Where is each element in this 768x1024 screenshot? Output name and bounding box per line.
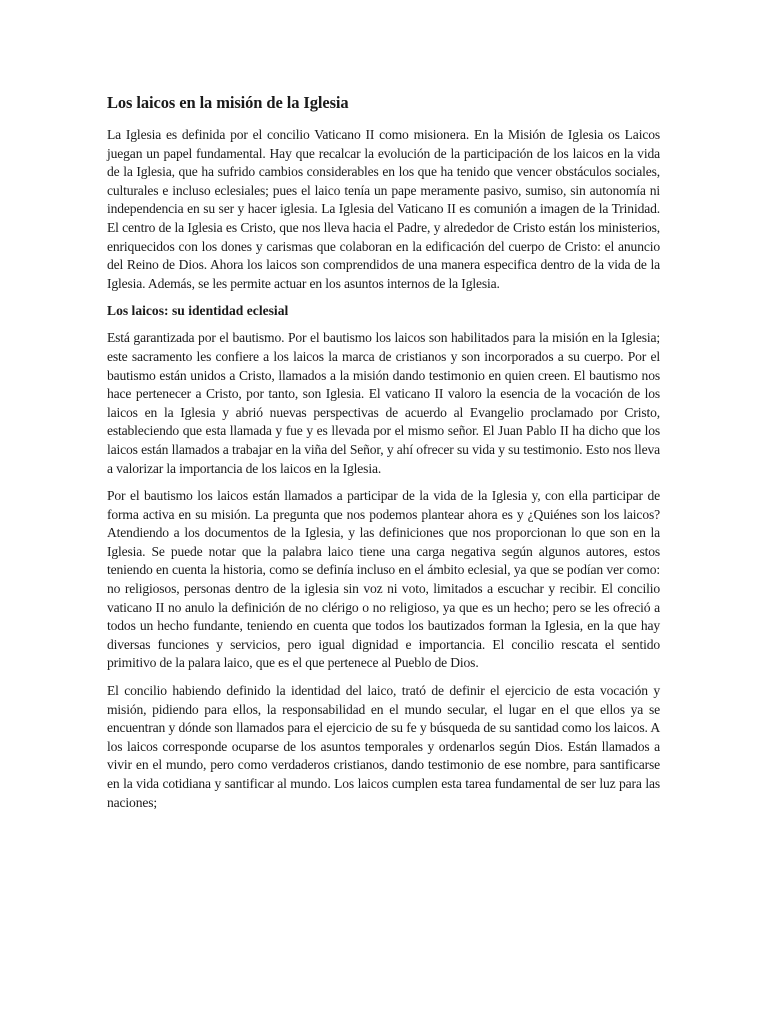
section-heading: Los laicos: su identidad eclesial: [107, 303, 289, 319]
document-title: Los laicos en la misión de la Iglesia: [107, 93, 349, 112]
paragraph-intro: La Iglesia es definida por el concilio Vaticano II como misionera. En la Misión de Iglesia os Laicos juegan un papel fundamental. Hay que recalcar la evolución de la participación de los laicos en la vida de la Iglesia, que ha sufrido cambios considerables en los que ha tenido que vencer obstáculos sociales, culturales e incluso eclesiales; pues el laico tenía un pape meramente pasivo, sumiso, sin autonomía ni independencia en su ser y hacer iglesia. La Iglesia del Vaticano II es comunión a imagen de la Trinidad. El centro de la Iglesia es Cristo, que nos lleva hacia el Padre, y alrededor de Cristo están los ministerios, enriquecidos con los dones y carismas que colaboran en la edificación del cuerpo de Cristo: el anuncio del Reino de Dios. Ahora los laicos son comprendidos de una manera especifica dentro de la vida de la Iglesia. Además, se les permite actuar en los asuntos internos de la Iglesia.: [107, 127, 660, 291]
paragraph-who-are-laity: Por el bautismo los laicos están llamados a participar de la vida de la Iglesia y, con ella participar de forma activa en su misión. La pregunta que nos podemos plantear ahora es y ¿Quiénes son los laicos? Atendiendo a los documentos de la Iglesia, y las definiciones que nos proporcionan lo que son en la Iglesia. Se puede notar que la palabra laico tiene una carga negativa según algunos autores, estos teniendo en cuenta la historia, como se definía incluso en el ámbito eclesial, ya que se podían ver como: no religiosos, personas dentro de la iglesia sin voz ni voto, limitados a escuchar y recibir. El concilio vaticano II no anulo la definición de no clérigo o no religioso, ya que es un hecho; pero se les ofreció a todos un hecho fundante, teniendo en cuenta que todos los bautizados forman la Iglesia, en la que hay diversas funciones y servicios, pero igual dignidad e importancia. El concilio rescata el sentido primitivo de la palara laico, que es el que pertenece al Pueblo de Dios.: [107, 488, 660, 671]
paragraph-baptism: Está garantizada por el bautismo. Por el bautismo los laicos son habilitados para la misión en la Iglesia; este sacramento les confiere a los laicos la marca de cristianos y son incorporados a su cuerpo. Por el bautismo están unidos a Cristo, llamados a la misión dando testimonio en quien creen. El bautismo nos hace pertenecer a Cristo, por tanto, son Iglesia. El vaticano II valoro la esencia de la vocación de los laicos en la Iglesia y abrió nuevas perspectivas de acuerdo al Evangelio proclamado por Cristo, estableciendo que esta llamada y fue y es llevada por el mismo señor. El Juan Pablo II ha dicho que los laicos están llamados a trabajar en la viña del Señor, y ahí ofrecer su vida y su testimonio. Esto nos lleva a valorizar la importancia de los laicos en la Iglesia.: [107, 330, 660, 476]
document-page: [107, 92, 660, 821]
paragraph-council-mission: El concilio habiendo definido la identidad del laico, trató de definir el ejercicio de esta vocación y misión, pidiendo para ellos, la responsabilidad en el mundo secular, el lugar en el que ellos ya se encuentran y dónde son llamados para el ejercicio de su fe y búsqueda de su santidad como los laicos. A los laicos corresponde ocuparse de los asuntos temporales y ordenarlos según Dios. Están llamados a vivir en el mundo, pero como verdaderos cristianos, dando testimonio de ese nombre, para santificarse en la vida cotidiana y santificar al mundo. Los laicos cumplen esta tarea fundamental de ser luz para las naciones;: [107, 683, 660, 810]
